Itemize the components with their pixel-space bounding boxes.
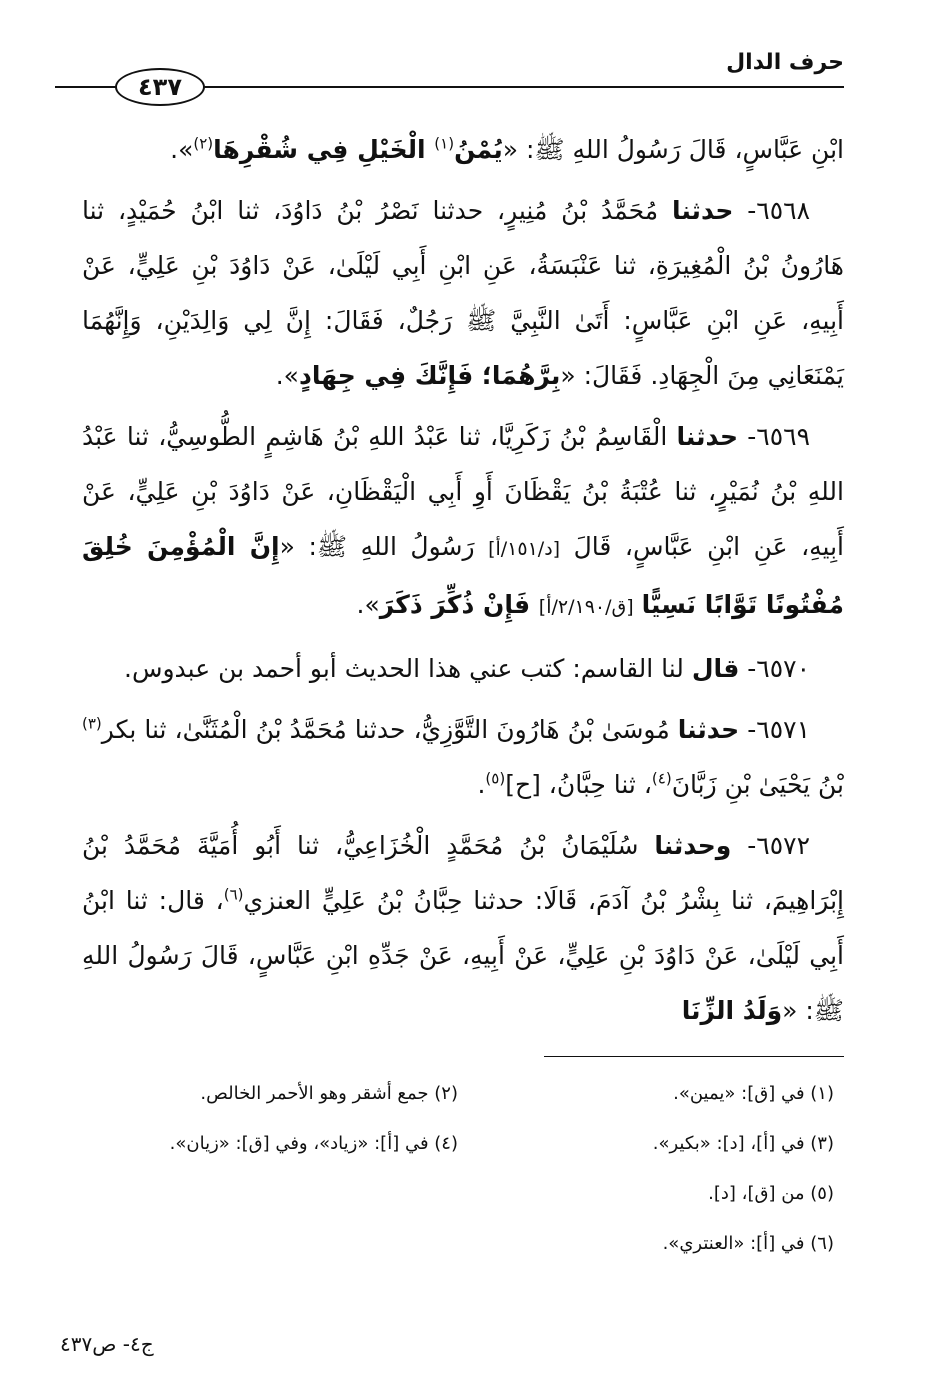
footnote-marker: (٢) — [193, 134, 214, 153]
footnote-marker: (٤) — [651, 769, 672, 788]
text-segment: ٦٥٦٩- — [738, 422, 811, 451]
manuscript-reference: [ق/٢/١٩٠/أ] — [538, 596, 634, 618]
footnote-row — [82, 1068, 834, 1118]
text-segment: ». — [275, 361, 299, 390]
text-segment: الْقَاسِمُ بْنُ زَكَرِيَّا، ثنا عَبْدُ اللهِ بْنُ هَاشِمٍ الطُّوسِيُّ، ثنا عَبْدُ اللهِ بْنُ نُمَيْرٍ، ثنا عُتْبَةُ بْنُ يَقْظَانَ أَوِ أَبِي الْيَقْظَانِ، عَنْ دَاوُدَ بْنِ عَلِيٍّ، عَنْ أَبِيهِ، عَنِ ابْنِ عَبَّاسٍ، قَالَ — [82, 422, 844, 561]
text-segment: رَسُولُ اللهِ ﷺ: « — [279, 532, 489, 561]
footnote-marker: (٥) — [485, 769, 506, 788]
paragraph — [82, 702, 844, 812]
text-segment: . — [477, 770, 486, 799]
page-number-badge: ٤٣٧ — [115, 68, 205, 106]
bold-text: بِرَّهُمَا؛ فَإِنَّكَ فِي جِهَادٍ — [298, 361, 561, 390]
text-segment: لنا القاسم: كتب عني هذا الحديث أبو أحمد بن عبدوس. — [124, 654, 692, 683]
main-text — [82, 122, 844, 1044]
footnote: (٤) في [أ]: «زياد»، وفي [ق]: «زيان». — [169, 1132, 458, 1154]
paragraph — [82, 818, 844, 1038]
footnote: (٢) جمع أشقر وهو الأحمر الخالص. — [200, 1082, 458, 1104]
footnote: (٣) في [أ]، [د]: «بكير». — [652, 1132, 834, 1154]
bold-text: الْخَيْلِ فِي شُقْرِهَا — [213, 135, 435, 164]
footnote-row — [82, 1218, 834, 1268]
text-segment: مُوسَىٰ بْنُ هَارُونَ التَّوَّزِيُّ، حدثنا مُحَمَّدُ بْنُ الْمُثَنَّىٰ، ثنا بكر — [101, 715, 678, 744]
footnote-rule — [544, 1056, 844, 1057]
footnote: (١) في [ق]: «يمين». — [673, 1082, 834, 1104]
footnote-row — [82, 1118, 834, 1168]
paragraph — [82, 183, 844, 403]
bold-text: إِنَّ الْمُؤْمِنَ خُلِقَ مُفْتُونًا تَوَّابًا نَسِيًّا — [82, 532, 844, 619]
page-header — [55, 42, 844, 102]
bold-text: فَإِنْ ذُكِّرَ ذَكَرَ — [379, 590, 539, 619]
text-segment: ٦٥٦٨- — [733, 196, 811, 225]
footnote-marker: (١) — [434, 134, 455, 153]
bold-text: وَلَدُ الزِّنَا — [681, 996, 783, 1025]
text-segment: ، قال: ثنا ابْنُ أَبِي لَيْلَىٰ، عَنْ دَاوُدَ بْنِ عَلِيٍّ، عَنْ أَبِيهِ، عَنْ جَدِّهِ ابْنِ عَبَّاسٍ، قَالَ رَسُولُ اللهِ ﷺ: « — [82, 886, 844, 1025]
bold-text: حدثنا — [676, 422, 738, 451]
text-segment: ٦٥٧١- — [739, 715, 810, 744]
bold-text: قال — [691, 654, 740, 683]
footnote-marker: (٣) — [82, 714, 102, 733]
bold-text: حدثنا — [671, 196, 734, 225]
bold-text: وحدثنا — [654, 831, 732, 860]
footnote: (٦) في [أ]: «العنتري». — [662, 1232, 834, 1254]
chapter-title: حرف الدال — [726, 50, 844, 75]
footnote-row — [82, 1168, 834, 1218]
bold-text: يُمْنُ — [454, 135, 503, 164]
text-segment: ابْنِ عَبَّاسٍ، قَالَ رَسُولُ اللهِ ﷺ: « — [502, 135, 844, 164]
bold-text: حدثنا — [677, 715, 740, 744]
text-segment: ». — [170, 135, 194, 164]
text-segment — [634, 590, 642, 619]
footnotes — [82, 1068, 834, 1268]
footnote-marker: (٦) — [223, 885, 244, 904]
paragraph — [82, 409, 844, 635]
volume-page-reference: ج٤- ص٤٣٧ — [60, 1332, 154, 1356]
paragraph — [82, 122, 844, 177]
manuscript-reference: [د/١٥١/أ] — [488, 538, 561, 560]
text-segment: ». — [356, 590, 380, 619]
text-segment: سُلَيْمَانُ بْنُ مُحَمَّدٍ الْخُزَاعِيُّ، ثنا أَبُو أُمَيَّةَ مُحَمَّدُ بْنُ إِبْرَاهِيمَ، ثنا بِشْرُ بْنُ آدَمَ، قَالَا: حدثنا حِبَّانُ بْنُ عَلِيٍّ العنزي — [82, 831, 844, 915]
text-segment: بْنُ يَحْيَىٰ بْنِ زَبَّانَ — [671, 770, 844, 799]
text-segment: ، ثنا حِبَّانُ، [ح] — [505, 770, 652, 799]
text-segment: ٦٥٧٢- — [731, 831, 811, 860]
footnote: (٥) من [ق]، [د]. — [708, 1182, 834, 1204]
text-segment: ٦٥٧٠- — [739, 654, 810, 683]
text-segment: مُحَمَّدُ بْنُ مُنِيرٍ، حدثنا نَصْرُ بْنُ دَاوُدَ، ثنا ابْنُ حُمَيْدٍ، ثنا هَارُونُ بْنُ الْمُغِيرَةِ، ثنا عَنْبَسَةُ، عَنِ ابْنِ أَبِي لَيْلَىٰ، عَنْ دَاوُدَ بْنِ عَلِيٍّ، عَنْ أَبِيهِ، عَنِ ابْنِ عَبَّاسٍ: أَتَىٰ النَّبِيَّ ﷺ رَجُلٌ، فَقَالَ: إِنَّ لِي وَالِدَيْنِ، وَإِنَّهُمَا يَمْنَعَانِي مِنَ الْجِهَادِ. فَقَالَ: « — [82, 196, 844, 390]
paragraph — [82, 641, 844, 696]
